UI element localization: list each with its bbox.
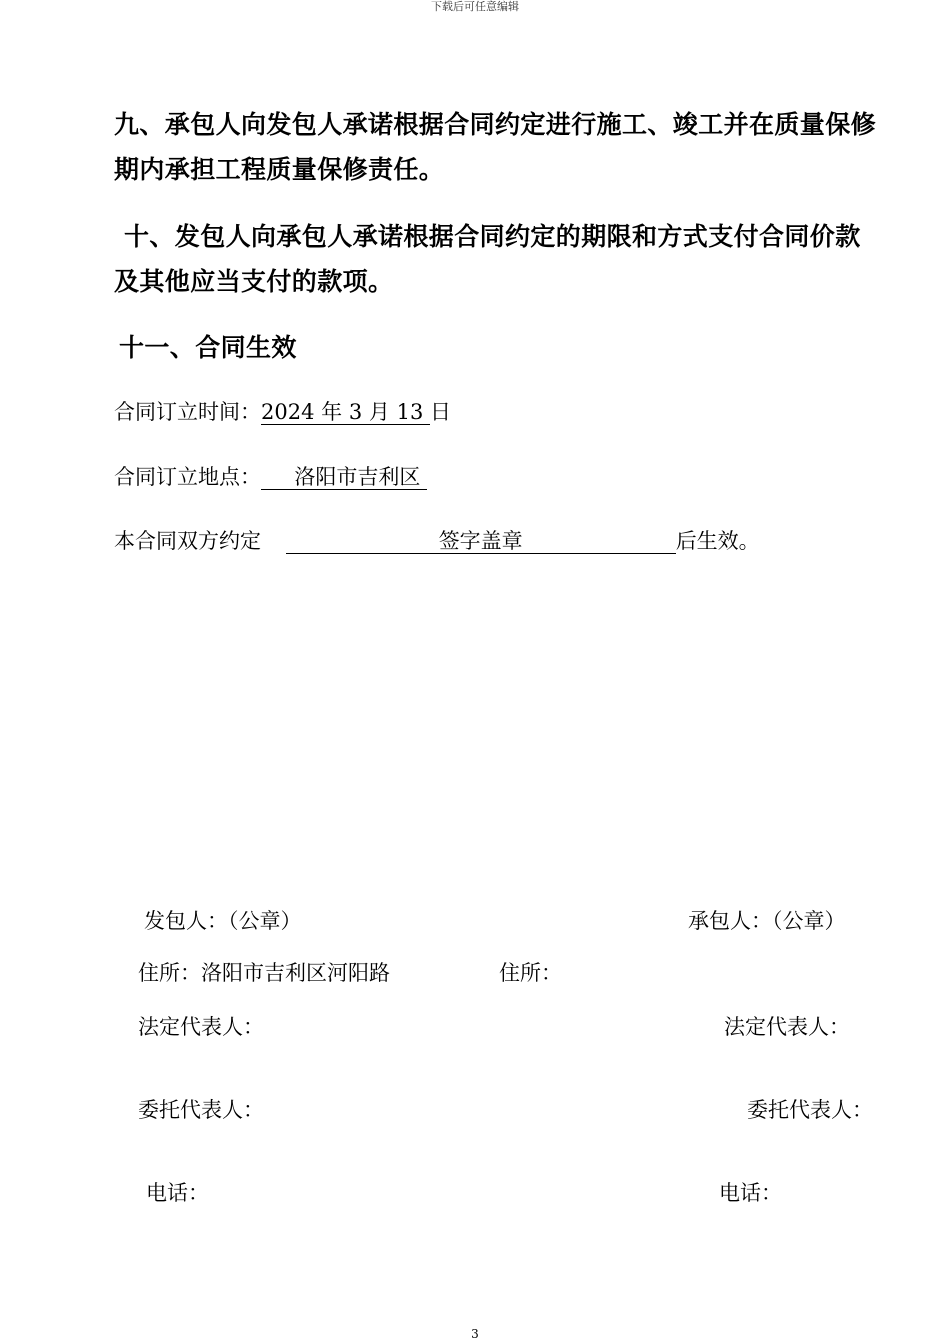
clause-eleven-title: 十一、合同生效: [119, 333, 297, 362]
contractor-address: 住所：: [499, 961, 562, 985]
employer-legal-rep: 法定代表人：: [138, 1015, 264, 1039]
clause-nine-line2: 期内承担工程质量保修责任。: [114, 155, 445, 184]
date-day-unit: 日: [430, 400, 451, 424]
date-label: 合同订立时间：: [114, 400, 261, 424]
page-number: 3: [471, 1327, 479, 1341]
employer-phone: 电话：: [146, 1181, 209, 1205]
page-header: 下载后可任意编辑: [431, 0, 519, 13]
agreement-prefix: 本合同双方约定: [114, 529, 261, 553]
place-value: 洛阳市吉利区: [261, 465, 427, 490]
contractor-legal-rep: 法定代表人：: [724, 1015, 850, 1039]
clause-ten-line1: 十、发包人向承包人承诺根据合同约定的期限和方式支付合同价款: [124, 222, 861, 251]
agreement-row: [114, 525, 760, 555]
agreement-value: 签字盖章: [286, 529, 676, 554]
date-row: [114, 396, 451, 426]
employer-address: 住所：洛阳市吉利区河阳路: [138, 961, 390, 985]
contractor-agent: 委托代表人：: [747, 1098, 873, 1122]
date-value: 2024 年 3 月 13: [261, 400, 430, 425]
agreement-suffix: 后生效。: [675, 529, 760, 553]
clause-nine-line1: 九、承包人向发包人承诺根据合同约定进行施工、竣工并在质量保修: [114, 110, 877, 139]
place-row: [114, 461, 427, 491]
contractor-seal: 承包人：（公章）: [688, 909, 846, 933]
employer-seal: 发包人：（公章）: [144, 909, 302, 933]
place-label: 合同订立地点：: [114, 465, 261, 489]
contractor-phone: 电话：: [719, 1181, 782, 1205]
clause-ten-line2: 及其他应当支付的款项。: [114, 267, 394, 296]
employer-agent: 委托代表人：: [138, 1098, 264, 1122]
